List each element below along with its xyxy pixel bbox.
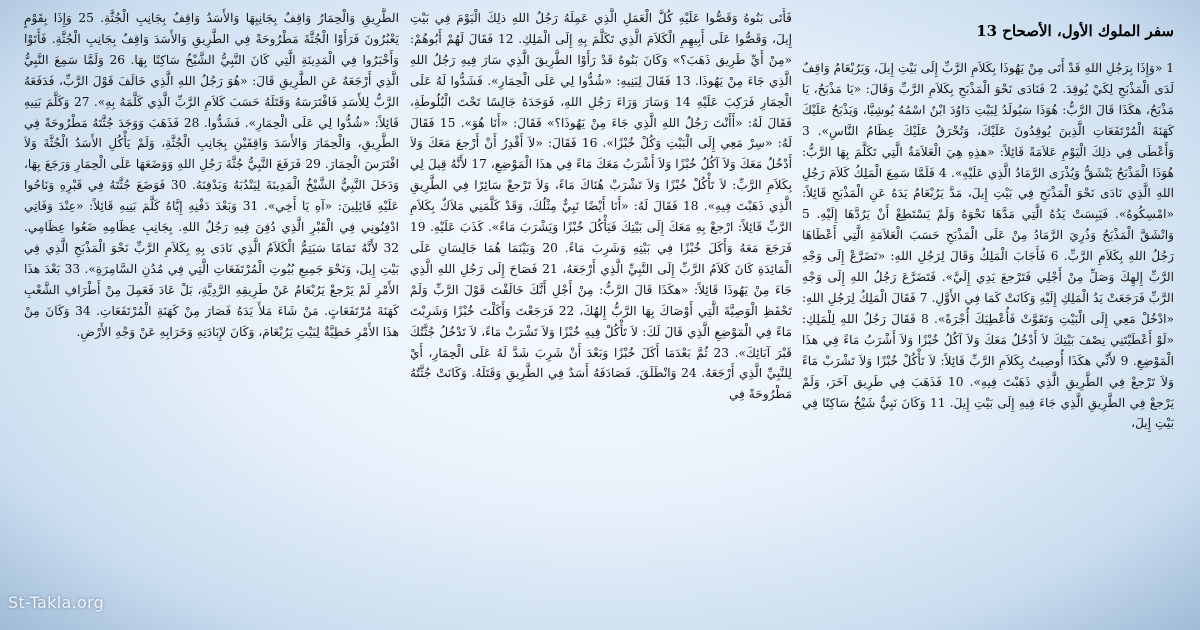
- site-watermark: St-Takla.org: [8, 593, 105, 612]
- text-column-left: الطَّرِيقِ وَالْحِمَارُ وَاقِفٌ بِجَانِبِهَا وَالأَسَدُ وَاقِفٌ بِجَانِبِ الْجُثَّةِ. 25 وَإِذَا بِقَوْمٍ يَعْبُرُونَ فَرَأَوْا الْجُثَّةَ مَطْرُوحَةً فِي الطَّرِيقِ وَالأَسَدَ وَاقِفٌ بِجَانِبِ الْجُثَّةِ. فَأَتَوْا وَأَخْبَرُوا فِي الْمَدِينَةِ الَّتِي كَانَ النَّبِيُّ الشَّيْخُ سَاكِنًا بِهَا. 26 وَلَمَّا سَمِعَ النَّبِيُّ الَّذِي أَرْجَعَهُ عَنِ الطَّرِيقِ قَالَ: «هُوَ رَجُلُ اللهِ الَّذِي خَالَفَ قَوْلَ الرَّبِّ، فَدَفَعَهُ الرَّبُّ لِلأَسَدِ فَافْتَرَسَهُ وَقَتَلَهُ حَسَبَ كَلاَمِ الرَّبِّ الَّذِي كَلَّمَهُ بِهِ». 27 وَكَلَّمَ بَنِيهِ قَائِلاً: «شُدُّوا لِي عَلَى الْحِمَارِ». فَشَدُّوا. 28 فَذَهَبَ وَوَجَدَ جُثَّتَهُ مَطْرُوحَةً فِي الطَّرِيقِ، وَالْحِمَارَ وَالأَسَدَ وَاقِفَيْنِ بِجَانِبِ الْجُثَّةِ، وَلَمْ يَأْكُلِ الأَسَدُ الْجُثَّةَ وَلاَ افْتَرَسَ الْحِمَارَ. 29 فَرَفَعَ النَّبِيُّ جُثَّةَ رَجُلِ اللهِ وَوَضَعَهَا عَلَى الْحِمَارِ وَرَجَعَ بِهَا، وَدَخَلَ النَّبِيُّ الشَّيْخُ الْمَدِينَةَ لِيَنْدُبَهُ وَيَدْفِنَهُ. 30 فَوَضَعَ جُثَّتَهُ فِي قَبْرِهِ وَنَاحُوا عَلَيْهِ قَائِلِينَ: «آهِ يَا أَخِي». 31 وَبَعْدَ دَفْنِهِ إِيَّاهُ كَلَّمَ بَنِيهِ قَائِلاً: «عِنْدَ وَفَاتِي ادْفِنُونِي فِي الْقَبْرِ الَّذِي دُفِنَ فِيهِ رَجُلُ اللهِ. بِجَانِبِ عِظَامِهِ ضَعُوا عِظَامِي. 32 لأَنَّهُ تَمَامًا سَيَتِمُّ الْكَلاَمُ الَّذِي نَادَى بِهِ بِكَلاَمِ الرَّبِّ نَحْوَ الْمَذْبَحِ الَّذِي فِي بَيْتِ إِيلَ، وَنَحْوَ جَمِيعِ بُيُوتِ الْمُرْتَفَعَاتِ الَّتِي فِي مُدُنِ السَّامِرَةِ». 33 بَعْدَ هذَا الأَمْرِ لَمْ يَرْجعْ يَرُبْعَامُ عَنْ طَرِيقِهِ الرَّدِيَّةِ، بَلْ عَادَ فَعَمِلَ مِنْ أَطْرَافِ الشَّعْبِ كَهَنَةَ مُرْتَفَعَاتٍ. مَنْ شَاءَ مَلأَ يَدَهُ فَصَارَ مِنْ كَهَنَةِ الْمُرْتَفَعَاتِ. 34 وَكَانَ مِنْ هذَا الأَمْرِ خَطِيَّةٌ لِبَيْتِ يَرُبْعَامَ، وَكَانَ لإِبَادَتِهِ وَخَرَابِهِ عَنْ وَجْهِ الأَرْضِ.: [24, 11, 399, 339]
- chapter-title: سفر الملوك الأول، الأصحاح 13: [976, 22, 1174, 40]
- text-column-middle: فَأَتَى بَنُوهُ وَقَصُّوا عَلَيْهِ كُلَّ الْعَمَلِ الَّذِي عَمِلَهُ رَجُلُ اللهِ ذلِكَ الْيَوْمَ فِي بَيْتِ إِيلَ، وَقَصُّوا عَلَى أَبِيهِمِ الْكَلاَمَ الَّذِي تَكَلَّمَ بِهِ إِلَى الْمَلِكِ. 12 فَقَالَ لَهُمْ أَبُوهُمْ: «مِنْ أَيِّ طَرِيق ذَهَبَ؟» وَكَانَ بَنُوهُ قَدْ رَأَوْا الطَّرِيقَ الَّذِي سَارَ فِيهِ رَجُلُ اللهِ الَّذِي جَاءَ مِنْ يَهُوذَا. 13 فَقَالَ لِبَنِيهِ: «شُدُّوا لِي عَلَى الْحِمَارِ». فَشَدُّوا لَهُ عَلَى الْحِمَارِ فَرَكِبَ عَلَيْهِ 14 وَسَارَ وَرَاءَ رَجُلِ اللهِ، فَوَجَدَهُ جَالِسًا تَحْتَ الْبُلُوطَةِ، فَقَالَ لَهُ: «أَأَنْتَ رَجُلُ اللهِ الَّذِي جَاءَ مِنْ يَهُوذَا؟» فَقَالَ: «أَنَا هُوَ». 15 فَقَالَ لَهُ: «سِرْ مَعِي إِلَى الْبَيْتِ وَكُلْ خُبْزًا». 16 فَقَالَ: «لاَ أَقْدِرُ أَنْ أَرْجعَ مَعَكَ وَلاَ أَدْخُلُ مَعَكَ وَلاَ آكُلُ خُبْزًا وَلاَ أَشْرَبُ مَعَكَ مَاءً فِي هذَا الْمَوْضِعِ، 17 لأَنَّهُ قِيلَ لِي بِكَلاَمِ الرَّبِّ: لاَ تَأْكُلْ خُبْزًا وَلاَ تَشْرَبْ هُنَاكَ مَاءً، وَلاَ تَرْجعْ سَائِرًا فِي الطَّرِيقِ الَّذِي ذَهَبْتَ فِيهِ». 18 فَقَالَ لَهُ: «أَنَا أَيْضًا نَبِيٌّ مِثْلُكَ، وَقَدْ كَلَّمَنِي مَلاَكٌ بِكَلاَمِ الرَّبِّ قَائِلاً: ارْجعْ بِهِ مَعَكَ إِلَى بَيْتِكَ فَيَأْكُلَ خُبْزًا وَيَشْرَبَ مَاءً». كَذَبَ عَلَيْهِ. 19 فَرَجَعَ مَعَهُ وَأَكَلَ خُبْزًا فِي بَيْتِهِ وَشَرِبَ مَاءً. 20 وَبَيْنَمَا هُمَا جَالِسَانِ عَلَى الْمَائِدَةِ كَانَ كَلاَمُ الرَّبِّ إِلَى النَّبِيِّ الَّذِي أَرْجَعَهُ، 21 فَصَاحَ إِلَى رَجُلِ اللهِ الَّذِي جَاءَ مِنْ يَهُوذَا قَائِلاً: «هكَذَا قَالَ الرَّبُّ: مِنْ أَجْلِ أَنَّكَ خَالَفْتَ قَوْلَ الرَّبِّ وَلَمْ تَحْفَظِ الْوَصِيَّةَ الَّتِي أَوْصَاكَ بِهَا الرَّبُّ إِلهُكَ، 22 فَرَجَعْتَ وَأَكَلْتَ خُبْزًا وَشَرِبْتَ مَاءً فِي الْمَوْضِعِ الَّذِي قَالَ لَكَ: لاَ تَأْكُلْ فِيهِ خُبْزًا وَلاَ تَشْرَبْ مَاءً، لاَ تَدْخُلُ جُثَّتُكَ قَبْرَ آبَائِكَ». 23 ثُمَّ بَعْدَمَا أَكَلَ خُبْزًا وَبَعْدَ أَنْ شَرِبَ شَدَّ لَهُ عَلَى الْحِمَارِ، أَيْ لِلنَّبِيِّ الَّذِي أَرْجَعَهُ. 24 وَانْطَلَقَ. فَصَادَفَهُ أَسَدٌ فِي الطَّرِيقِ وَقَتَلَهُ. وَكَانَتْ جُثَّتُهُ مَطْرُوحَةً فِي: [410, 11, 792, 402]
- text-column-right: 1 «وَإِذَا بِرَجُلِ اللهِ قَدْ أَتَى مِنْ يَهُوذَا بِكَلاَمِ الرَّبِّ إِلَى بَيْتِ إِيلَ، وَيَرُبْعَامُ وَاقِفٌ لَدَى الْمَذْبَحِ لِكَيْ يُوقِدَ. 2 فَنَادَى نَحْوَ الْمَذْبَحِ بِكَلاَمِ الرَّبِّ وَقَالَ: «يَا مَذْبَحُ، يَا مَذْبَحُ، هكَذَا قَالَ الرَّبُّ: هُوَذَا سَيُولَدُ لِبَيْتِ دَاوُدَ ابْنٌ اسْمُهُ يُوشِيَّا، وَيَذْبَحُ عَلَيْكَ كَهَنَةَ الْمُرْتَفَعَاتِ الَّذِينَ يُوقِدُونَ عَلَيْكَ، وَتُحْرَقُ عَلَيْكَ عِظَامُ النَّاسِ». 3 وَأَعْطَى فِي ذلِكَ الْيَوْمِ عَلاَمَةً قَائِلاً: «هذِهِ هِيَ الْعَلاَمَةُ الَّتِي تَكَلَّمَ بِهَا الرَّبُّ: هُوَذَا الْمَذْبَحُ يَنْشَقُّ وَيُذْرَى الرَّمَادُ الَّذِي عَلَيْهِ». 4 فَلَمَّا سَمِعَ الْمَلِكُ كَلاَمَ رَجُلِ اللهِ الَّذِي نَادَى نَحْوَ الْمَذْبَحِ فِي بَيْتِ إِيلَ، مَدَّ يَرُبْعَامُ يَدَهُ عَنِ الْمَذْبَحِ قَائِلاً: «امْسِكُوهُ». فَيَبِسَتْ يَدُهُ الَّتِي مَدَّهَا نَحْوَهُ وَلَمْ يَسْتَطِعْ أَنْ يَرُدَّهَا إِلَيْهِ. 5 وَانْشَقَّ الْمَذْبَحُ وَذُرِيَ الرَّمَادُ مِنْ عَلَى الْمَذْبَحِ حَسَبَ الْعَلاَمَةِ الَّتِي أَعْطَاهَا رَجُلُ اللهِ بِكَلاَمِ الرَّبِّ. 6 فَأَجَابَ الْمَلِكُ وَقَالَ لِرَجُلِ اللهِ: «تَضَرَّعْ إِلَى وَجْهِ الرَّبِّ إِلهِكَ وَصَلِّ مِنْ أَجْلِي فَتَرْجعَ يَدِي إِلَيَّ». فَتَضَرَّعَ رَجُلُ اللهِ إِلَى وَجْهِ الرَّبِّ فَرَجَعَتْ يَدُ الْمَلِكِ إِلَيْهِ وَكَانَتْ كَمَا فِي الأَوَّلِ. 7 فَقَالَ الْمَلِكُ لِرَجُلِ اللهِ: «ادْخُلْ مَعِي إِلَى الْبَيْتِ وَتَقَوَّتْ فَأُعْطِيَكَ أُجْرَةً». 8 فَقَالَ رَجُلُ اللهِ لِلْمَلِكِ: «لَوْ أَعْطَيْتَنِي نِصْفَ بَيْتِكَ لاَ أَدْخُلُ مَعَكَ وَلاَ آكُلُ خُبْزًا وَلاَ أَشْرَبُ مَاءً فِي هذَا الْمَوْضِعِ. 9 لأَنِّي هكَذَا أُوصِيتُ بِكَلاَمِ الرَّبِّ قَائِلاً: لاَ تَأْكُلْ خُبْزًا وَلاَ تَشْرَبْ مَاءً وَلاَ تَرْجعْ فِي الطَّرِيقِ الَّذِي ذَهَبْتَ فِيهِ». 10 فَذَهَبَ فِي طَرِيق آخَرَ، وَلَمْ يَرْجعْ فِي الطَّرِيقِ الَّذِي جَاءَ فِيهِ إِلَى بَيْتِ إِيلَ. 11 وَكَانَ نَبِيٌّ شَيْخٌ سَاكِنًا فِي بَيْتِ إِيلَ،: [802, 61, 1174, 431]
